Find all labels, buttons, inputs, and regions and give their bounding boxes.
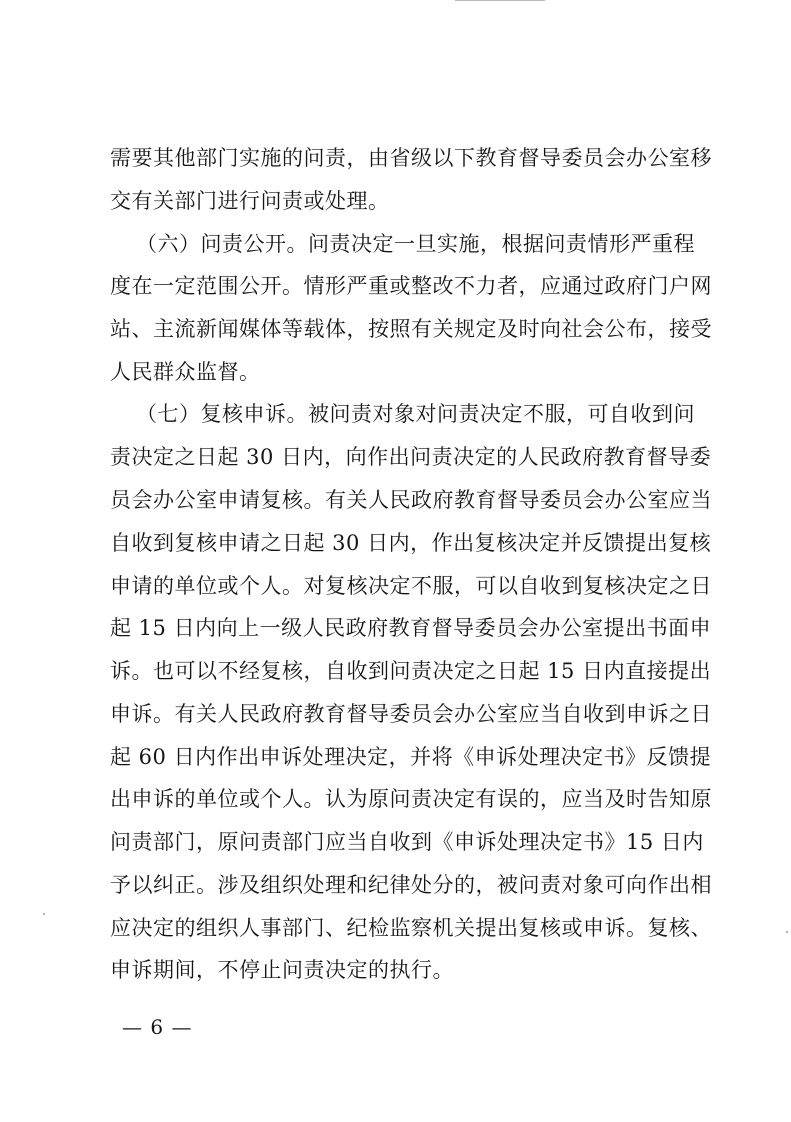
body-line: 起 60 日内作出申诉处理决定，并将《申诉处理决定书》反馈提 xyxy=(110,745,712,769)
body-line: 员会办公室申请复核。有关人民政府教育督导委员会办公室应当 xyxy=(110,488,712,512)
scan-speck xyxy=(786,931,788,933)
body-line: 需要其他部门实施的问责，由省级以下教育督导委员会办公室移 xyxy=(110,146,712,170)
body-line: 责决定之日起 30 日内，向作出问责决定的人民政府教育督导委 xyxy=(110,445,712,469)
page-number: — 6 — xyxy=(122,1015,193,1039)
body-line: 予以纠正。涉及组织处理和纪律处分的，被问责对象可向作出相 xyxy=(110,873,712,897)
scan-speck xyxy=(43,913,45,915)
section-heading-line: （七）复核申诉。被问责对象对问责决定不服，可自收到问 xyxy=(136,402,695,426)
body-line: 申诉期间，不停止问责决定的执行。 xyxy=(110,958,454,982)
body-line: 交有关部门进行问责或处理。 xyxy=(110,189,390,213)
body-line: 诉。也可以不经复核，自收到问责决定之日起 15 日内直接提出 xyxy=(110,659,712,683)
body-line: 申诉。有关人民政府教育督导委员会办公室应当自收到申诉之日 xyxy=(110,702,712,726)
body-line: 出申诉的单位或个人。认为原问责决定有误的，应当及时告知原 xyxy=(110,787,712,811)
body-line: 起 15 日内向上一级人民政府教育督导委员会办公室提出书面申 xyxy=(110,616,712,640)
body-line: 自收到复核申请之日起 30 日内，作出复核决定并反馈提出复核 xyxy=(110,531,712,555)
body-line: 人民群众监督。 xyxy=(110,360,261,384)
body-line: 问责部门，原问责部门应当自收到《申诉处理决定书》15 日内 xyxy=(110,830,704,854)
body-line: 度在一定范围公开。情形严重或整改不力者，应通过政府门户网 xyxy=(110,274,712,298)
body-line: 站、主流新闻媒体等载体，按照有关规定及时向社会公布，接受 xyxy=(110,317,712,341)
scan-edge-mark xyxy=(455,0,545,1)
section-heading-line: （六）问责公开。问责决定一旦实施，根据问责情形严重程 xyxy=(136,232,695,256)
body-line: 申请的单位或个人。对复核决定不服，可以自收到复核决定之日 xyxy=(110,574,712,598)
body-line: 应决定的组织人事部门、纪检监察机关提出复核或申诉。复核、 xyxy=(110,916,712,940)
